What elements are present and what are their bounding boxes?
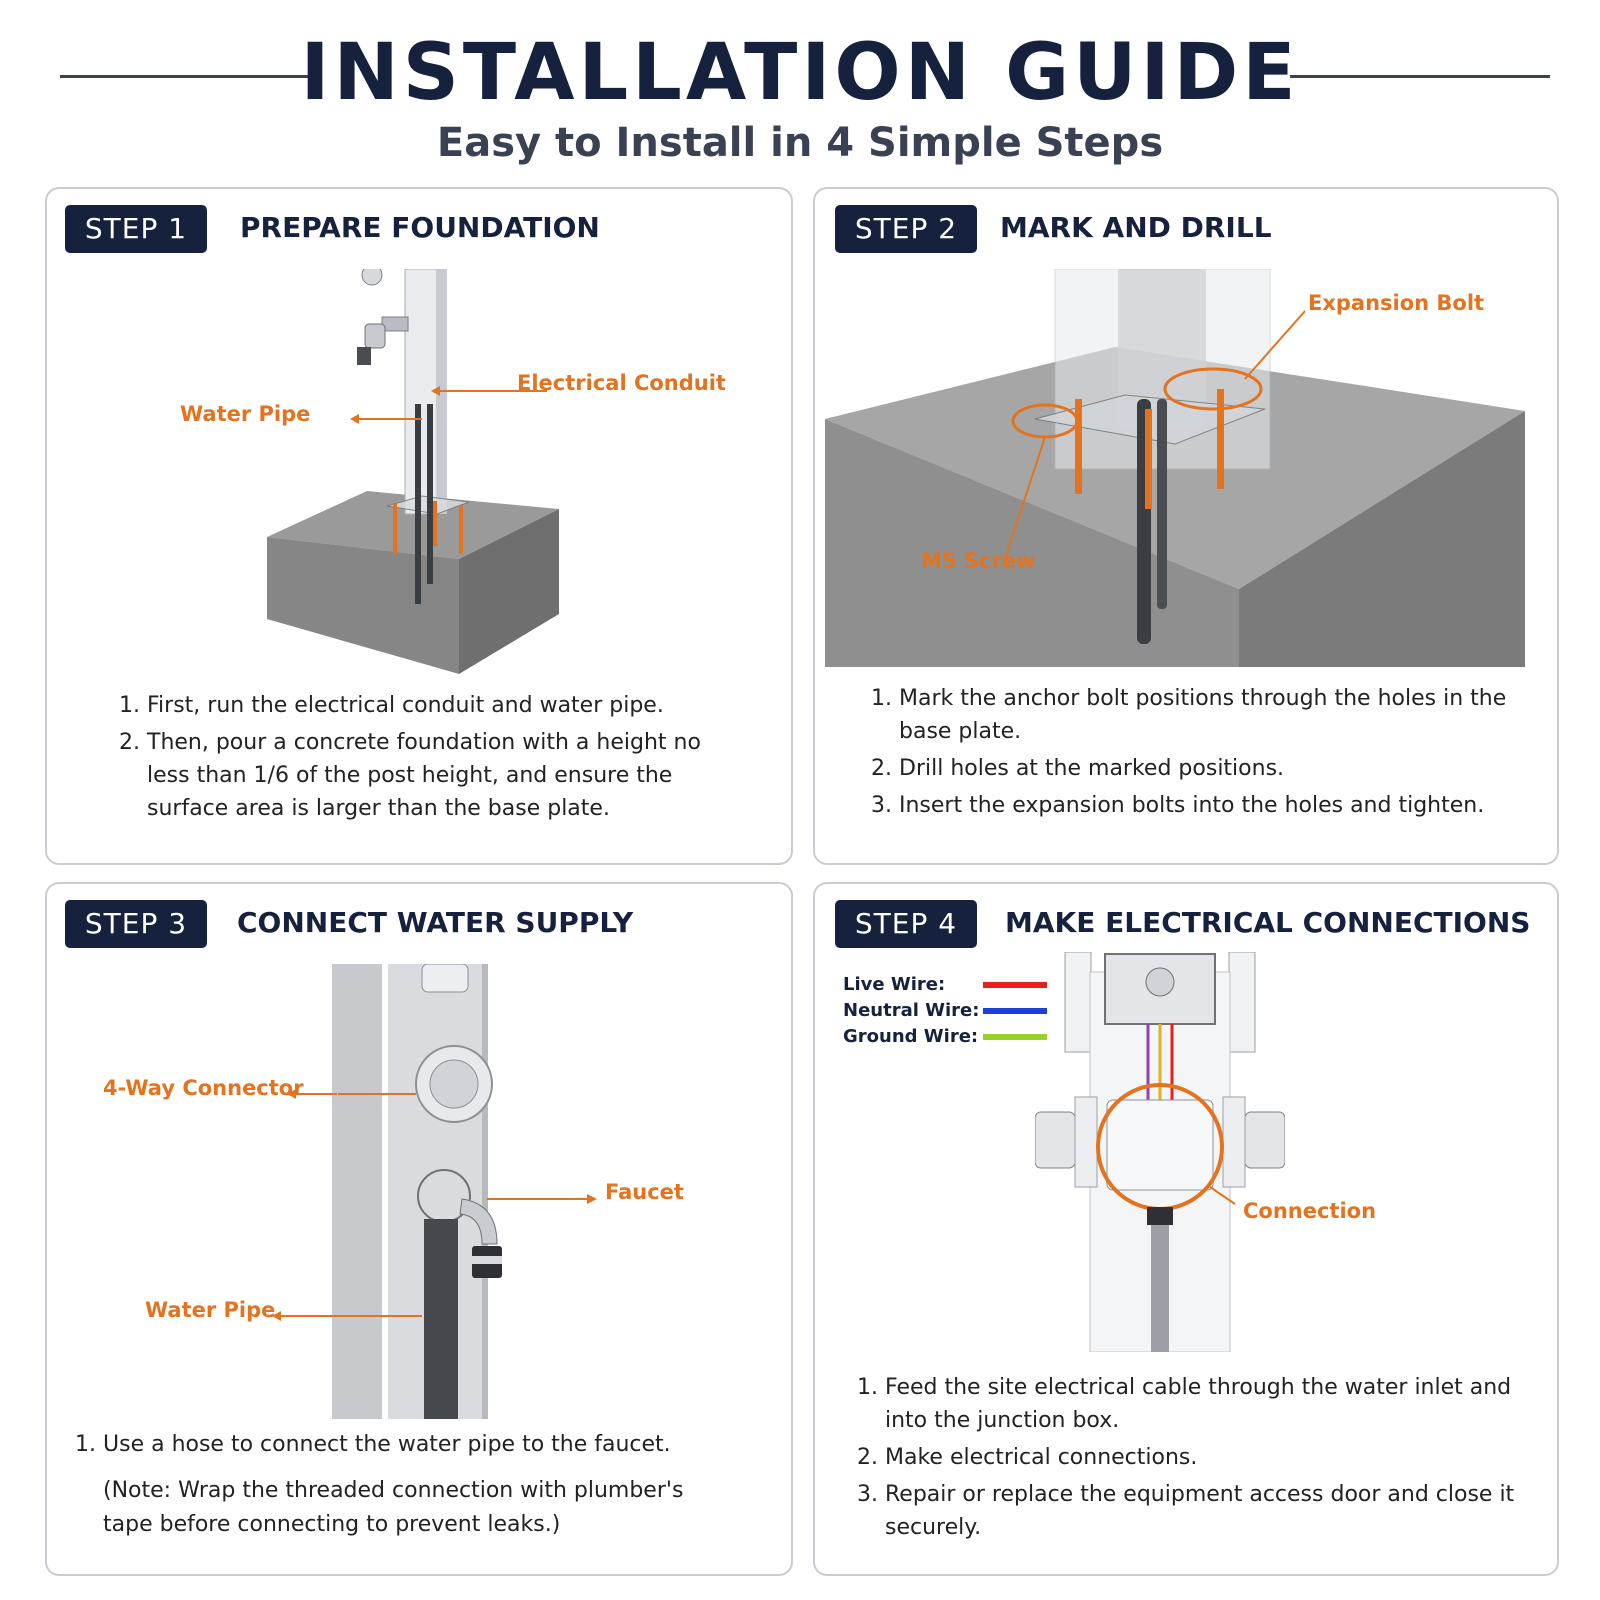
step-2-panel: [813, 187, 1559, 865]
callout-water-pipe: Water Pipe: [145, 1298, 276, 1322]
step-1-title: PREPARE FOUNDATION: [240, 211, 600, 244]
wire-legend: [843, 972, 1063, 1050]
step-2-title: MARK AND DRILL: [1000, 211, 1272, 244]
callout-faucet: Faucet: [605, 1180, 684, 1204]
callout-expansion-bolt: Expansion Bolt: [1308, 291, 1485, 315]
arrow-faucet: [487, 1189, 597, 1209]
step-2-instructions: [871, 682, 1511, 826]
step-1-panel: [45, 187, 793, 865]
instruction-item: 1. Feed the site electrical cable through the water inlet and into the junction box.: [857, 1375, 1512, 1433]
step-3-panel: [45, 882, 793, 1576]
instruction-item: 3. Insert the expansion bolts into the holes and tighten.: [871, 793, 1485, 818]
step-4-panel: [813, 882, 1559, 1576]
step-1-instructions: [119, 689, 739, 829]
step-4-instructions: [857, 1371, 1517, 1548]
arrow-water-pipe: [272, 1306, 332, 1326]
page-subtitle: Easy to Install in 4 Simple Steps: [436, 120, 1164, 166]
step-1-badge: STEP 1: [65, 205, 207, 253]
instruction-item: 2. Drill holes at the marked positions.: [871, 756, 1285, 781]
step-3-note: (Note: Wrap the threaded connection with plumber's tape before connecting to prevent leaks.): [103, 1478, 684, 1537]
step-2-badge: STEP 2: [835, 205, 977, 253]
legend-neutral-wire: Neutral Wire:: [843, 998, 1063, 1024]
legend-live-wire: Live Wire:: [843, 972, 1063, 998]
instruction-item: 3. Repair or replace the equipment access door and close it securely.: [857, 1482, 1515, 1540]
instruction-item: 1. Mark the anchor bolt positions through the holes in the base plate.: [871, 686, 1507, 744]
instruction-item: 2. Then, pour a concrete foundation with a height no less than 1/6 of the post height, and ensure the surface area is larger than the base plate.: [119, 730, 701, 821]
legend-ground-wire: Ground Wire:: [843, 1024, 1063, 1050]
instruction-item: 1. Use a hose to connect the water pipe to the faucet.: [75, 1432, 671, 1457]
step-3-badge: STEP 3: [65, 900, 207, 948]
foundation-illustration: [247, 269, 587, 689]
step-4-title: MAKE ELECTRICAL CONNECTIONS: [1005, 906, 1531, 939]
step-4-badge: STEP 4: [835, 900, 977, 948]
electrical-illustration: [1035, 952, 1285, 1352]
step-3-instructions: [75, 1428, 755, 1465]
step-3-title: CONNECT WATER SUPPLY: [237, 906, 634, 939]
callout-m5-screw: M5 Screw: [921, 549, 1036, 573]
drill-illustration: [825, 269, 1537, 669]
instruction-item: 1. First, run the electrical conduit and water pipe.: [119, 693, 664, 718]
callout-water-pipe: Water Pipe: [180, 402, 311, 426]
callout-electrical-conduit: Electrical Conduit: [517, 371, 726, 395]
page-title: INSTALLATION GUIDE: [300, 28, 1300, 118]
callout-4-way-connector: 4-Way Connector: [103, 1076, 304, 1100]
instruction-item: 2. Make electrical connections.: [857, 1445, 1198, 1470]
callout-connection: Connection: [1243, 1199, 1377, 1223]
